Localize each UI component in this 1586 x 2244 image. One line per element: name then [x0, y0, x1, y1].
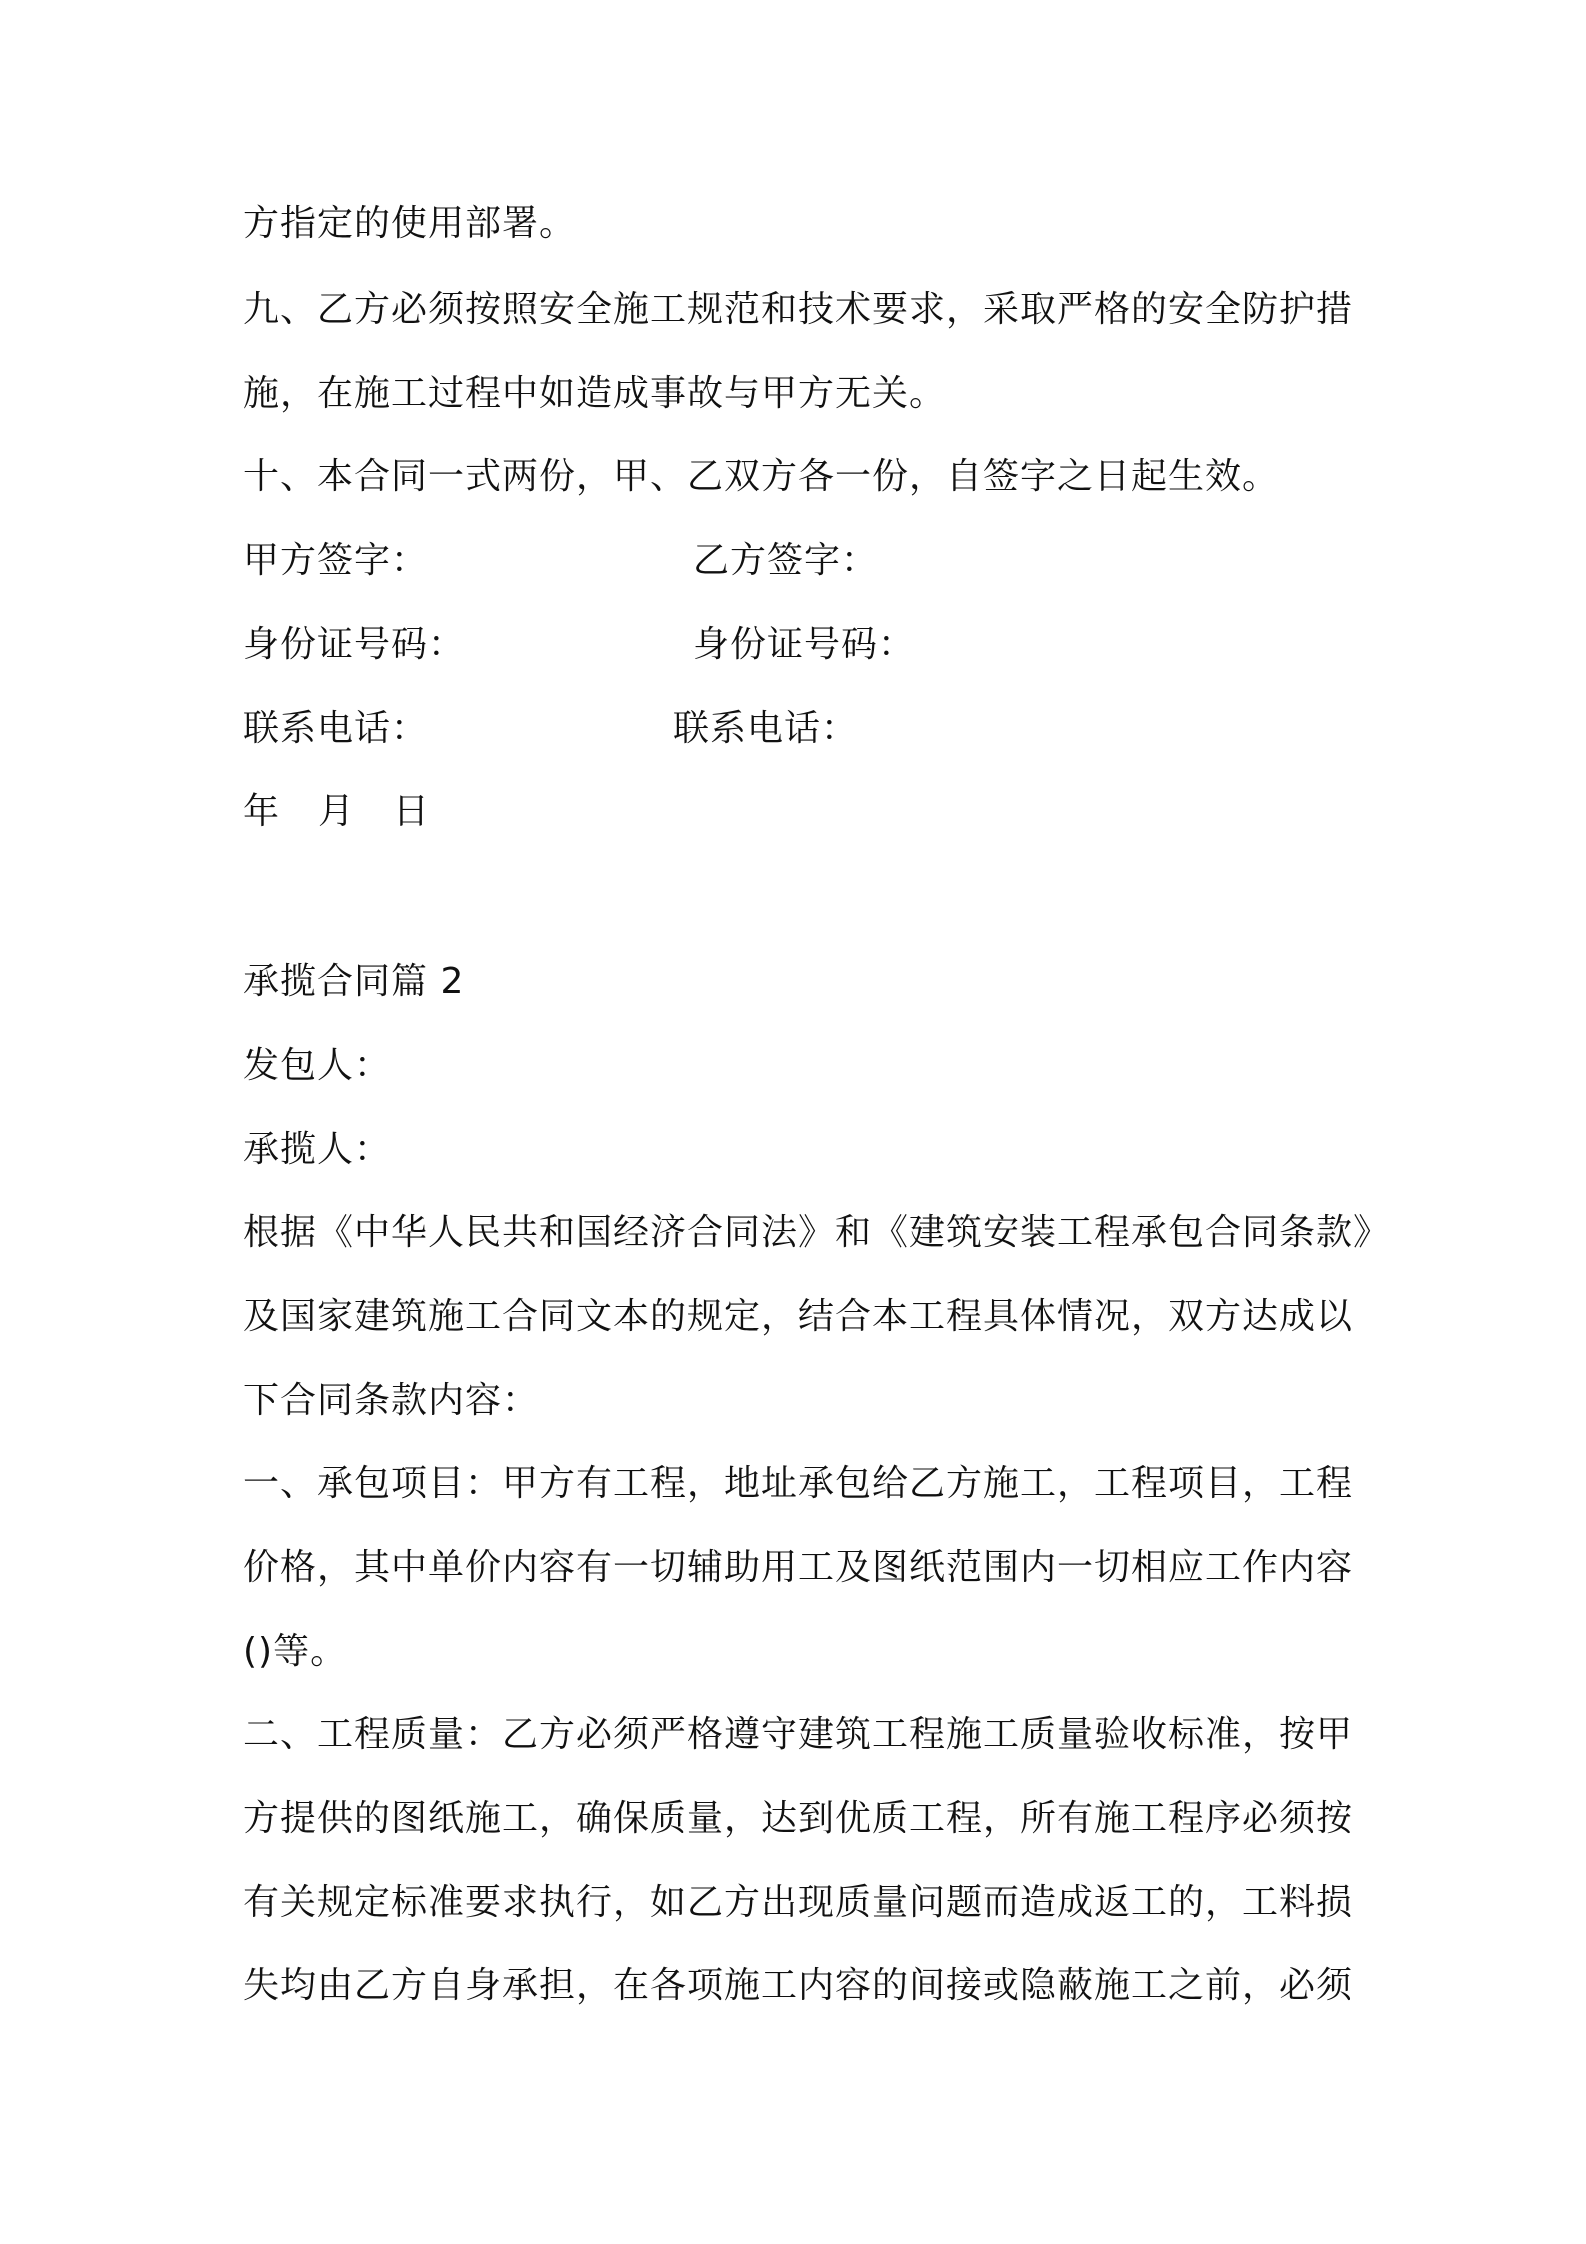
party-a-id-label: 身份证号码： — [243, 624, 466, 665]
date-year: 年 — [243, 791, 281, 832]
paragraph-line: ()等。 — [243, 1631, 348, 1672]
date-day: 日 — [393, 791, 431, 832]
paragraph-line: 价格，其中单价内容有一切辅助用工及图纸范围内一切相应工作内容 — [243, 1547, 1354, 1588]
paragraph-line: 九、乙方必须按照安全施工规范和技术要求，采取严格的安全防护措 — [243, 289, 1354, 330]
paragraph-line: 十、本合同一式两份，甲、乙双方各一份，自签字之日起生效。 — [243, 456, 1280, 497]
paragraph-line: 方提供的图纸施工，确保质量，达到优质工程，所有施工程序必须按 — [243, 1798, 1354, 1839]
paragraph-line: 有关规定标准要求执行，如乙方出现质量问题而造成返工的，工料损 — [243, 1882, 1354, 1923]
party-a-phone-label: 联系电话： — [243, 708, 429, 749]
party-b-phone-label: 联系电话： — [673, 708, 859, 749]
date-line — [243, 790, 430, 834]
section-title: 承揽合同篇 2 — [243, 961, 465, 1002]
paragraph-line: 失均由乙方自身承担，在各项施工内容的间接或隐蔽施工之前，必须 — [243, 1965, 1354, 2006]
paragraph-line: 二、工程质量：乙方必须严格遵守建筑工程施工质量验收标准，按甲 — [243, 1714, 1354, 1755]
paragraph-line: 及国家建筑施工合同文本的规定，结合本工程具体情况，双方达成以 — [243, 1296, 1354, 1337]
party-b-signature-label: 乙方签字： — [693, 540, 879, 581]
paragraph-line: 施，在施工过程中如造成事故与甲方无关。 — [243, 373, 947, 414]
party-b-id-label: 身份证号码： — [693, 624, 916, 665]
paragraph-line: 方指定的使用部署。 — [243, 203, 577, 244]
date-month: 月 — [318, 791, 356, 832]
party-a-signature-label: 甲方签字： — [243, 540, 429, 581]
paragraph-line: 根据《中华人民共和国经济合同法》和《建筑安装工程承包合同条款》 — [243, 1212, 1391, 1253]
paragraph-line: 下合同条款内容： — [243, 1380, 540, 1421]
paragraph-line: 一、承包项目：甲方有工程，地址承包给乙方施工，工程项目，工程 — [243, 1463, 1354, 1504]
employer-label: 发包人： — [243, 1045, 392, 1086]
contractor-label: 承揽人： — [243, 1129, 392, 1170]
